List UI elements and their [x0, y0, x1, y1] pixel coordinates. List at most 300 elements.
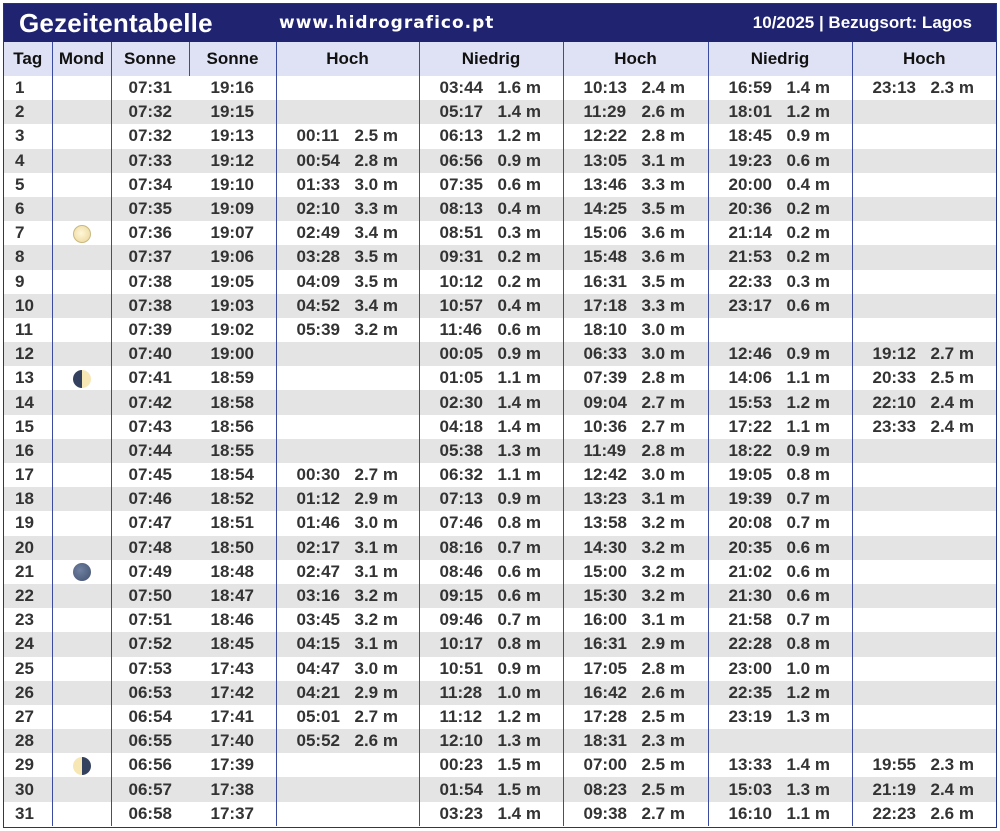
tide-height: 2.5 m	[641, 779, 685, 799]
tide-height: 2.5 m	[641, 755, 685, 775]
tide-height: 0.7 m	[497, 610, 541, 630]
moon-phase-cell	[52, 729, 111, 753]
tide-height: 2.8 m	[641, 658, 685, 678]
tide-high-2-cell	[563, 463, 708, 487]
sunset-time: 17:40	[189, 729, 276, 753]
sunrise-time: 06:56	[111, 753, 189, 777]
tide-low-1-cell	[419, 76, 563, 100]
tide-height: 2.4 m	[930, 779, 974, 799]
tide-high-3-cell	[852, 681, 996, 705]
tide-time: 20:36	[728, 199, 772, 219]
tide-time: 13:46	[583, 174, 627, 194]
tide-height: 2.3 m	[930, 78, 974, 98]
tide-low-2-cell	[708, 245, 852, 269]
table-row	[4, 632, 996, 656]
sunset-time: 19:05	[210, 271, 254, 291]
tide-time: 02:49	[296, 223, 340, 243]
tide-low-1-cell	[419, 463, 563, 487]
tide-high-2-cell	[563, 415, 708, 439]
sunrise-time: 07:41	[111, 366, 189, 390]
tide-height: 3.0 m	[354, 174, 398, 194]
sunrise-time: 07:44	[111, 439, 189, 463]
table-row	[4, 560, 996, 584]
tide-high-3-cell	[852, 560, 996, 584]
moon-phase-cell	[52, 463, 111, 487]
tide-low-1-cell	[419, 294, 563, 318]
tide-high-3-cell	[852, 487, 996, 511]
header-low-1: Niedrig	[419, 42, 563, 76]
tide-height: 3.5 m	[354, 247, 398, 267]
tide-time: 10:57	[439, 295, 483, 315]
tide-high-2-cell	[563, 608, 708, 632]
tide-high-2-cell	[563, 802, 708, 826]
tide-time: 14:25	[583, 199, 627, 219]
tide-high-1-cell	[276, 366, 419, 390]
tide-low-1-cell	[419, 439, 563, 463]
sunset-time: 17:42	[189, 681, 276, 705]
tide-time: 15:06	[583, 223, 627, 243]
tide-high-3-cell	[852, 221, 996, 245]
tide-height: 3.2 m	[354, 586, 398, 606]
tide-time: 10:51	[439, 658, 483, 678]
tide-low-1-cell	[419, 536, 563, 560]
tide-high-1-cell	[276, 100, 419, 124]
tide-high-3-cell	[852, 270, 996, 294]
tide-high-3-cell	[852, 657, 996, 681]
sunset-time: 19:12	[189, 149, 276, 173]
tide-time: 10:12	[439, 271, 483, 291]
tide-height: 1.4 m	[786, 78, 830, 98]
day-number: 16	[4, 439, 52, 463]
tide-low-2-cell	[708, 584, 852, 608]
tide-high-1-cell	[276, 245, 419, 269]
moon-phase-cell	[52, 197, 111, 221]
header-moon: Mond	[52, 42, 111, 76]
tide-high-2-cell	[563, 753, 708, 777]
tide-time: 18:01	[728, 102, 772, 122]
moon-phase-cell	[52, 294, 111, 318]
tide-height: 3.2 m	[354, 610, 398, 630]
tide-height: 0.7 m	[786, 513, 830, 533]
tide-low-2-cell	[708, 777, 852, 801]
tide-height: 3.1 m	[641, 489, 685, 509]
tide-high-1-cell	[276, 390, 419, 414]
day-number: 27	[15, 706, 34, 726]
tide-height: 1.4 m	[497, 392, 541, 412]
day-number: 21	[15, 561, 34, 581]
tide-time: 03:45	[296, 610, 340, 630]
tide-time: 09:38	[583, 803, 627, 823]
tide-height: 1.2 m	[497, 706, 541, 726]
tide-high-1-cell	[276, 802, 419, 826]
tide-height: 0.6 m	[786, 561, 830, 581]
tide-low-1-cell	[419, 149, 563, 173]
tide-time: 07:13	[439, 489, 483, 509]
tide-height: 3.6 m	[641, 223, 685, 243]
tide-height: 0.7 m	[786, 489, 830, 509]
tide-high-3-cell	[852, 802, 996, 826]
tide-time: 21:30	[728, 586, 772, 606]
tide-time: 00:54	[296, 150, 340, 170]
moon-phase-cell	[52, 632, 111, 656]
tide-time: 08:51	[439, 223, 483, 243]
moon-phase-cell	[52, 342, 111, 366]
tide-high-1-cell	[276, 681, 419, 705]
sunrise-time: 07:53	[111, 657, 189, 681]
tide-time: 04:15	[296, 634, 340, 654]
tide-height: 2.3 m	[641, 731, 685, 751]
table-row	[4, 608, 996, 632]
tide-time: 22:35	[728, 682, 772, 702]
tide-high-1-cell	[276, 270, 419, 294]
tide-high-1-cell	[276, 173, 419, 197]
table-row	[4, 511, 996, 535]
tide-time: 08:16	[439, 537, 483, 557]
tide-time: 10:17	[439, 634, 483, 654]
tide-height: 2.6 m	[641, 682, 685, 702]
sunset-time: 19:07	[210, 223, 254, 243]
tide-low-1-cell	[419, 270, 563, 294]
header-high-2: Hoch	[563, 42, 708, 76]
tide-time: 04:09	[296, 271, 340, 291]
tide-high-1-cell	[276, 657, 419, 681]
tide-time: 09:31	[439, 247, 483, 267]
tide-high-3-cell	[852, 197, 996, 221]
tide-height: 1.3 m	[497, 440, 541, 460]
sunrise-time: 07:34	[111, 173, 189, 197]
tide-low-2-cell	[708, 536, 852, 560]
sunrise-time: 07:48	[111, 536, 189, 560]
tide-time: 02:17	[296, 537, 340, 557]
tide-height: 3.2 m	[354, 319, 398, 339]
full-moon-icon	[73, 225, 91, 243]
table-row	[4, 390, 996, 414]
tide-time: 13:33	[728, 755, 772, 775]
table-row	[4, 294, 996, 318]
tide-time: 06:56	[439, 150, 483, 170]
sunrise-time: 07:42	[111, 390, 189, 414]
tide-high-1-cell	[276, 76, 419, 100]
tide-time: 12:46	[728, 344, 772, 364]
tide-height: 2.6 m	[930, 803, 974, 823]
tide-low-2-cell	[708, 221, 852, 245]
tide-height: 2.9 m	[354, 489, 398, 509]
tide-high-2-cell	[563, 560, 708, 584]
tide-time: 16:31	[583, 271, 627, 291]
day-number: 19	[15, 513, 34, 533]
tide-time: 00:05	[439, 344, 483, 364]
tide-low-1-cell	[419, 753, 563, 777]
tide-time: 07:46	[439, 513, 483, 533]
sunset-time: 18:51	[210, 513, 254, 533]
table-row	[4, 197, 996, 221]
moon-phase-cell	[52, 777, 111, 801]
sunset-time: 19:03	[189, 294, 276, 318]
tide-time: 04:18	[439, 416, 483, 436]
header-high-1: Hoch	[276, 42, 419, 76]
tide-height: 3.1 m	[354, 561, 398, 581]
tide-low-2-cell	[708, 681, 852, 705]
tide-height: 1.5 m	[497, 755, 541, 775]
sunset-time: 17:41	[210, 706, 254, 726]
tide-time: 07:35	[439, 174, 483, 194]
tide-low-2-cell	[708, 753, 852, 777]
sunset-time: 19:09	[189, 197, 276, 221]
tide-time: 01:46	[296, 513, 340, 533]
day-number: 5	[15, 174, 25, 194]
tide-height: 1.4 m	[786, 755, 830, 775]
sunset-time: 18:48	[210, 561, 254, 581]
tide-high-3-cell	[852, 584, 996, 608]
tide-low-2-cell	[708, 318, 852, 342]
tide-height: 3.5 m	[641, 199, 685, 219]
tide-time: 03:16	[296, 586, 340, 606]
moon-phase-cell	[52, 753, 111, 777]
tide-time: 13:05	[583, 150, 627, 170]
moon-phase-cell	[52, 124, 111, 148]
tide-height: 0.6 m	[786, 150, 830, 170]
tide-time: 11:46	[439, 319, 483, 339]
tide-height: 3.4 m	[354, 223, 398, 243]
tide-high-2-cell	[563, 100, 708, 124]
tide-height: 3.6 m	[641, 247, 685, 267]
sunset-time: 18:54	[210, 465, 254, 485]
tide-height: 0.2 m	[497, 247, 541, 267]
day-number: 15	[15, 416, 34, 436]
moon-phase-cell	[52, 318, 111, 342]
tide-high-1-cell	[276, 197, 419, 221]
tide-high-3-cell	[852, 76, 996, 100]
moon-phase-cell	[52, 705, 111, 729]
tide-height: 3.3 m	[641, 295, 685, 315]
table-row	[4, 221, 996, 245]
tide-height: 2.4 m	[930, 392, 974, 412]
tide-height: 1.0 m	[497, 682, 541, 702]
tide-time: 21:53	[728, 247, 772, 267]
tide-time: 19:05	[728, 465, 772, 485]
tide-high-2-cell	[563, 390, 708, 414]
last-quarter-icon	[73, 370, 91, 388]
tide-time: 17:18	[583, 295, 627, 315]
tide-low-1-cell	[419, 124, 563, 148]
sunset-time: 18:47	[189, 584, 276, 608]
tide-time: 16:31	[583, 634, 627, 654]
table-row	[4, 681, 996, 705]
tide-time: 15:00	[583, 561, 627, 581]
tide-height: 3.1 m	[641, 150, 685, 170]
tide-time: 12:10	[439, 731, 483, 751]
tide-height: 0.2 m	[786, 223, 830, 243]
moon-phase-cell	[52, 173, 111, 197]
tide-time: 01:33	[296, 174, 340, 194]
tide-high-1-cell	[276, 463, 419, 487]
table-row	[4, 149, 996, 173]
tide-high-3-cell	[852, 705, 996, 729]
new-moon-icon	[73, 563, 91, 581]
moon-phase-cell	[52, 366, 111, 390]
tide-high-3-cell	[852, 511, 996, 535]
tide-time: 10:13	[583, 78, 627, 98]
day-number: 1	[15, 78, 25, 98]
tide-time: 02:47	[296, 561, 340, 581]
day-number: 10	[4, 294, 52, 318]
tide-time: 08:23	[583, 779, 627, 799]
sunrise-time: 07:32	[111, 100, 189, 124]
table-row	[4, 657, 996, 681]
tide-high-2-cell	[563, 366, 708, 390]
table-row	[4, 76, 996, 100]
sunrise-time: 06:57	[111, 777, 189, 801]
tide-time: 21:19	[872, 779, 916, 799]
tide-height: 2.8 m	[641, 368, 685, 388]
tide-time: 17:28	[583, 706, 627, 726]
tide-time: 14:30	[583, 537, 627, 557]
table-row	[4, 342, 996, 366]
table-row	[4, 439, 996, 463]
tide-high-3-cell	[852, 439, 996, 463]
sunrise-time: 07:38	[111, 294, 189, 318]
day-number: 14	[4, 390, 52, 414]
tide-height: 0.2 m	[786, 199, 830, 219]
tide-high-3-cell	[852, 366, 996, 390]
tide-time: 23:17	[728, 295, 772, 315]
tide-time: 21:02	[728, 561, 772, 581]
tide-low-1-cell	[419, 657, 563, 681]
table-row	[4, 802, 996, 826]
tide-time: 11:29	[583, 102, 627, 122]
tide-height: 0.8 m	[497, 513, 541, 533]
tide-time: 21:14	[728, 223, 772, 243]
tide-time: 19:23	[728, 150, 772, 170]
table-row	[4, 463, 996, 487]
tide-height: 3.1 m	[354, 634, 398, 654]
tide-height: 1.3 m	[786, 779, 830, 799]
tide-time: 20:33	[872, 368, 916, 388]
sunrise-time: 07:38	[111, 270, 189, 294]
tide-height: 3.0 m	[641, 344, 685, 364]
tide-height: 0.9 m	[497, 489, 541, 509]
tide-time: 22:33	[728, 271, 772, 291]
tide-time: 18:45	[728, 126, 772, 146]
tide-time: 19:12	[872, 344, 916, 364]
day-number: 9	[15, 271, 25, 291]
tide-high-1-cell	[276, 536, 419, 560]
tide-low-1-cell	[419, 173, 563, 197]
tide-height: 1.4 m	[497, 803, 541, 823]
tide-high-1-cell	[276, 415, 419, 439]
tide-height: 2.9 m	[641, 634, 685, 654]
tide-low-1-cell	[419, 705, 563, 729]
tide-time: 10:36	[583, 416, 627, 436]
tide-height: 0.6 m	[497, 561, 541, 581]
tide-time: 04:47	[296, 658, 340, 678]
tide-height: 2.7 m	[930, 344, 974, 364]
sunset-time: 18:56	[210, 416, 254, 436]
moon-phase-cell	[52, 390, 111, 414]
tide-table-frame	[3, 3, 997, 828]
tide-height: 1.1 m	[786, 416, 830, 436]
tide-time: 22:10	[872, 392, 916, 412]
tide-high-2-cell	[563, 270, 708, 294]
tide-height: 3.1 m	[641, 610, 685, 630]
tide-time: 05:39	[296, 319, 340, 339]
tide-height: 0.9 m	[497, 150, 541, 170]
moon-phase-cell	[52, 681, 111, 705]
tide-low-1-cell	[419, 487, 563, 511]
tide-time: 05:17	[439, 102, 483, 122]
tide-high-1-cell	[276, 560, 419, 584]
day-number: 30	[4, 777, 52, 801]
tide-height: 1.1 m	[786, 368, 830, 388]
tide-high-2-cell	[563, 76, 708, 100]
tide-time: 17:22	[728, 416, 772, 436]
tide-low-2-cell	[708, 270, 852, 294]
tide-low-1-cell	[419, 318, 563, 342]
tide-high-2-cell	[563, 318, 708, 342]
tide-height: 2.5 m	[354, 126, 398, 146]
table-row	[4, 584, 996, 608]
tide-time: 15:48	[583, 247, 627, 267]
day-number: 28	[4, 729, 52, 753]
tide-table	[4, 42, 996, 826]
sunset-time: 19:15	[189, 100, 276, 124]
sunset-time: 19:00	[189, 342, 276, 366]
table-row	[4, 729, 996, 753]
tide-high-1-cell	[276, 608, 419, 632]
day-number: 3	[15, 126, 25, 146]
tide-height: 0.3 m	[786, 271, 830, 291]
tide-time: 23:33	[872, 416, 916, 436]
tide-low-1-cell	[419, 342, 563, 366]
day-number: 20	[4, 536, 52, 560]
tide-high-3-cell	[852, 463, 996, 487]
tide-high-1-cell	[276, 632, 419, 656]
day-number: 12	[4, 342, 52, 366]
tide-high-1-cell	[276, 511, 419, 535]
tide-high-3-cell	[852, 342, 996, 366]
tide-low-2-cell	[708, 729, 852, 753]
sunset-time: 19:10	[210, 174, 254, 194]
table-row	[4, 536, 996, 560]
tide-height: 3.2 m	[641, 561, 685, 581]
sunrise-time: 07:46	[111, 487, 189, 511]
tide-time: 01:54	[439, 779, 483, 799]
tide-low-2-cell	[708, 463, 852, 487]
tide-time: 23:13	[872, 78, 916, 98]
tide-height: 2.6 m	[354, 731, 398, 751]
tide-time: 22:28	[728, 634, 772, 654]
tide-time: 04:21	[296, 682, 340, 702]
table-row	[4, 366, 996, 390]
sunrise-time: 07:49	[111, 560, 189, 584]
tide-height: 2.8 m	[354, 150, 398, 170]
tide-time: 18:22	[728, 440, 772, 460]
tide-height: 0.9 m	[786, 440, 830, 460]
tide-low-1-cell	[419, 584, 563, 608]
sunset-time: 19:16	[210, 78, 254, 98]
tide-time: 19:39	[728, 489, 772, 509]
tide-time: 09:46	[439, 610, 483, 630]
tide-time: 13:58	[583, 513, 627, 533]
tide-height: 0.2 m	[497, 271, 541, 291]
tide-height: 0.6 m	[786, 586, 830, 606]
tide-time: 23:00	[728, 658, 772, 678]
sunset-time: 17:37	[210, 803, 254, 823]
tide-time: 15:30	[583, 586, 627, 606]
tide-height: 0.9 m	[786, 126, 830, 146]
tide-height: 3.3 m	[354, 199, 398, 219]
tide-high-3-cell	[852, 390, 996, 414]
